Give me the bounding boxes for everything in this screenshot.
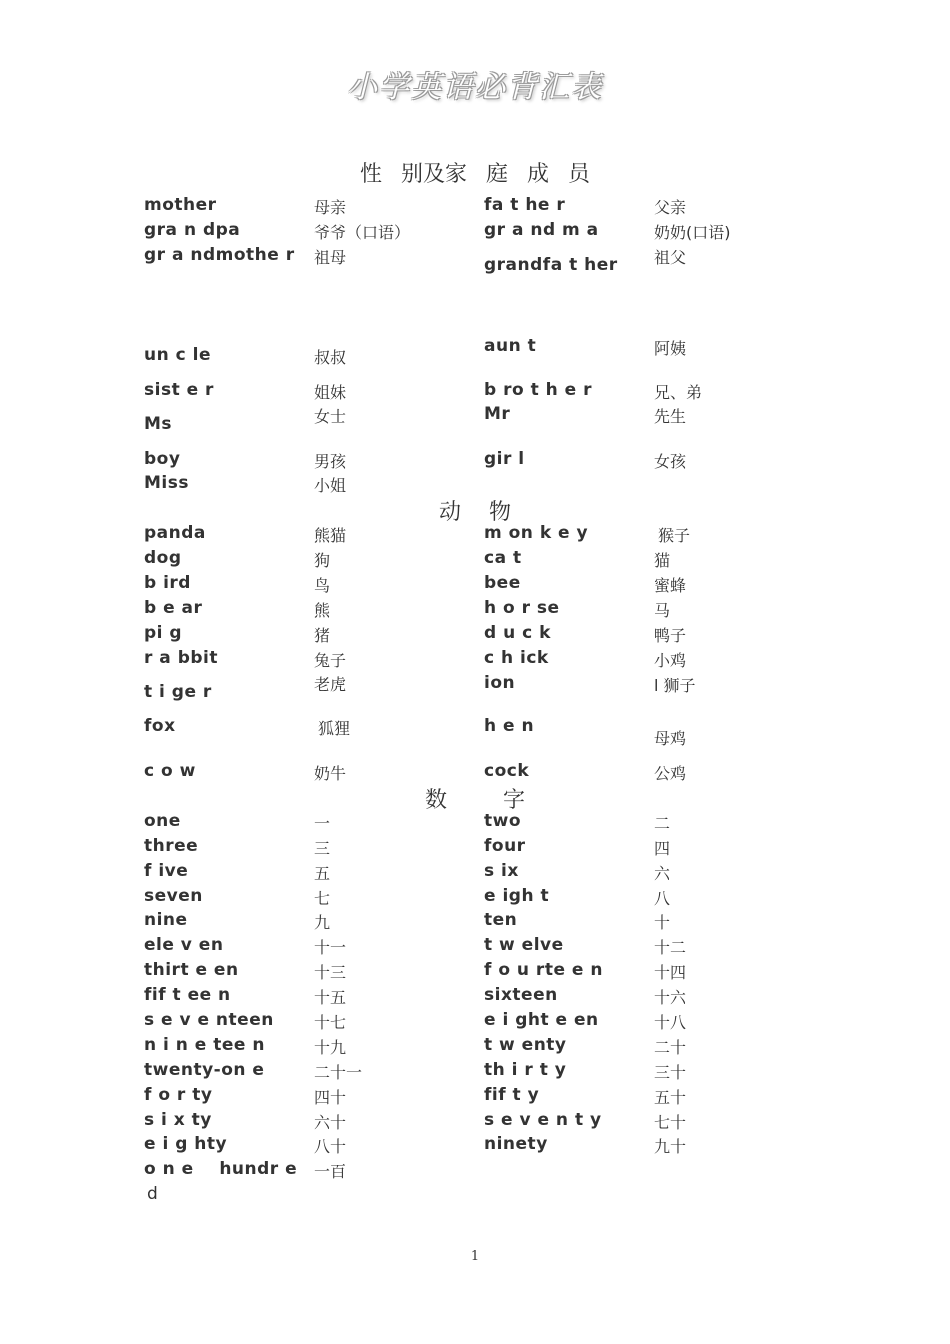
word-chinese: 祖父 bbox=[654, 248, 687, 267]
word-chinese: 十七 bbox=[314, 1013, 347, 1032]
section-heading-numbers: 数 字 bbox=[425, 788, 525, 813]
word-english: h o r se bbox=[484, 598, 560, 618]
word-english: sixteen bbox=[484, 985, 558, 1005]
word-chinese: 十 bbox=[654, 913, 671, 932]
section-heading-gender-family: 性 别及家 庭 成 员 bbox=[360, 162, 590, 187]
word-chinese: 六十 bbox=[314, 1113, 347, 1132]
word-english: c h ick bbox=[484, 648, 549, 668]
word-chinese: 马 bbox=[654, 601, 671, 620]
word-chinese: 狗 bbox=[314, 551, 331, 570]
word-english: nine bbox=[144, 910, 188, 930]
word-english-continuation: d bbox=[147, 1184, 159, 1204]
word-chinese: 十四 bbox=[654, 963, 687, 982]
word-english: gra n dpa bbox=[144, 220, 241, 240]
word-english: thirt e en bbox=[144, 960, 239, 980]
word-chinese: 小鸡 bbox=[654, 651, 687, 670]
word-english: d u c k bbox=[484, 623, 551, 643]
word-chinese: 男孩 bbox=[314, 452, 347, 471]
word-english: b ro t h e r bbox=[484, 380, 592, 400]
word-chinese: 狐狸 bbox=[318, 719, 351, 738]
word-english: fox bbox=[144, 716, 176, 736]
word-english: mother bbox=[144, 195, 217, 215]
word-english: e i ght e en bbox=[484, 1010, 599, 1030]
word-chinese: 母鸡 bbox=[654, 729, 687, 748]
word-english: bee bbox=[484, 573, 521, 593]
word-english: pi g bbox=[144, 623, 183, 643]
word-chinese: 一百 bbox=[314, 1162, 347, 1181]
word-chinese: 兔子 bbox=[314, 651, 347, 670]
word-chinese: 四 bbox=[654, 839, 671, 858]
word-english: f o r ty bbox=[144, 1085, 213, 1105]
word-chinese: 七 bbox=[314, 889, 331, 908]
word-chinese: 鸟 bbox=[314, 576, 331, 595]
word-english: s i x ty bbox=[144, 1110, 212, 1130]
word-chinese: 熊猫 bbox=[314, 526, 347, 545]
word-chinese: 奶奶(口语) bbox=[654, 223, 731, 242]
word-chinese: 十五 bbox=[314, 988, 347, 1007]
word-english: e i g hty bbox=[144, 1134, 228, 1154]
word-english: three bbox=[144, 836, 199, 856]
word-chinese: 五十 bbox=[654, 1088, 687, 1107]
word-english: fif t y bbox=[484, 1085, 540, 1105]
word-chinese: 公鸡 bbox=[654, 764, 687, 783]
word-english: Mr bbox=[484, 404, 511, 424]
word-chinese: 八 bbox=[654, 889, 671, 908]
word-chinese: 三 bbox=[314, 839, 331, 858]
word-english: s e v e nteen bbox=[144, 1010, 274, 1030]
page-number: 1 bbox=[470, 1249, 480, 1264]
word-english: ion bbox=[484, 673, 516, 693]
word-english: e igh t bbox=[484, 886, 550, 906]
word-chinese: 母亲 bbox=[314, 198, 347, 217]
word-english: four bbox=[484, 836, 526, 856]
word-english: one bbox=[144, 811, 181, 831]
word-english: t w enty bbox=[484, 1035, 567, 1055]
word-english: c o w bbox=[144, 761, 196, 781]
word-chinese: 七十 bbox=[654, 1113, 687, 1132]
word-chinese: 兄、弟 bbox=[654, 383, 703, 402]
word-chinese: 十一 bbox=[314, 938, 347, 957]
word-chinese: 十八 bbox=[654, 1013, 687, 1032]
word-english: two bbox=[484, 811, 522, 831]
word-english: aun t bbox=[484, 336, 537, 356]
word-english: panda bbox=[144, 523, 206, 543]
word-english: ninety bbox=[484, 1134, 548, 1154]
word-chinese: 猫 bbox=[654, 551, 671, 570]
word-chinese: 六 bbox=[654, 864, 671, 883]
word-chinese: 蜜蜂 bbox=[654, 576, 687, 595]
word-chinese: 小姐 bbox=[314, 476, 347, 495]
word-english: sist e r bbox=[144, 380, 214, 400]
word-chinese: 奶牛 bbox=[314, 764, 347, 783]
word-chinese: 十六 bbox=[654, 988, 687, 1007]
word-english: o n e hundr e bbox=[144, 1159, 298, 1179]
word-english: gr a ndmothe r bbox=[144, 245, 295, 265]
word-english: ten bbox=[484, 910, 518, 930]
word-english: ca t bbox=[484, 548, 522, 568]
word-english: n i n e tee n bbox=[144, 1035, 265, 1055]
word-chinese: 猪 bbox=[314, 626, 331, 645]
word-chinese: 三十 bbox=[654, 1063, 687, 1082]
word-chinese: 四十 bbox=[314, 1088, 347, 1107]
word-english: f ive bbox=[144, 861, 189, 881]
word-english: s ix bbox=[484, 861, 519, 881]
word-english: t w elve bbox=[484, 935, 564, 955]
word-english: b e ar bbox=[144, 598, 203, 618]
word-chinese: 九 bbox=[314, 913, 331, 932]
word-english: fa t he r bbox=[484, 195, 566, 215]
word-chinese: 二十 bbox=[654, 1038, 687, 1057]
word-chinese: 叔叔 bbox=[314, 348, 347, 367]
word-chinese: 熊 bbox=[314, 601, 331, 620]
word-chinese: 二 bbox=[654, 814, 671, 833]
word-english: b ird bbox=[144, 573, 191, 593]
word-english: r a bbit bbox=[144, 648, 218, 668]
section-heading-animals: 动 物 bbox=[439, 500, 511, 525]
word-chinese: 女孩 bbox=[654, 452, 687, 471]
word-chinese: 十三 bbox=[314, 963, 347, 982]
word-english: ele v en bbox=[144, 935, 224, 955]
word-english: un c le bbox=[144, 345, 211, 365]
word-chinese: 先生 bbox=[654, 407, 687, 426]
word-chinese: 父亲 bbox=[654, 198, 687, 217]
word-english: grandfa t her bbox=[484, 255, 618, 275]
word-chinese: 十九 bbox=[314, 1038, 347, 1057]
word-english: f o u rte e n bbox=[484, 960, 603, 980]
word-chinese: 阿姨 bbox=[654, 339, 687, 358]
word-chinese: 八十 bbox=[314, 1137, 347, 1156]
word-english: h e n bbox=[484, 716, 535, 736]
document-title: 小学英语必背汇表 bbox=[347, 70, 603, 105]
word-english: fif t ee n bbox=[144, 985, 231, 1005]
word-chinese: 姐妹 bbox=[314, 383, 347, 402]
word-chinese: 祖母 bbox=[314, 248, 347, 267]
word-chinese: 一 bbox=[314, 814, 331, 833]
word-english: boy bbox=[144, 449, 181, 469]
word-english: cock bbox=[484, 761, 530, 781]
word-english: th i r t y bbox=[484, 1060, 567, 1080]
word-chinese: 猴子 bbox=[658, 526, 691, 545]
word-chinese: 二十一 bbox=[314, 1063, 363, 1082]
word-chinese: 鸭子 bbox=[654, 626, 687, 645]
word-chinese: l 狮子 bbox=[654, 676, 696, 695]
word-chinese: 九十 bbox=[654, 1137, 687, 1156]
word-english: seven bbox=[144, 886, 203, 906]
word-chinese: 爷爷（口语） bbox=[314, 223, 411, 242]
word-english: Ms bbox=[144, 414, 173, 434]
word-english: t i ge r bbox=[144, 682, 212, 702]
word-english: dog bbox=[144, 548, 182, 568]
word-english: gir l bbox=[484, 449, 525, 469]
word-english: m on k e y bbox=[484, 523, 589, 543]
word-english: gr a nd m a bbox=[484, 220, 599, 240]
word-chinese: 十二 bbox=[654, 938, 687, 957]
word-chinese: 老虎 bbox=[314, 675, 347, 694]
word-chinese: 女士 bbox=[314, 407, 347, 426]
word-chinese: 五 bbox=[314, 864, 331, 883]
word-english: s e v e n t y bbox=[484, 1110, 602, 1130]
word-english: twenty-on e bbox=[144, 1060, 265, 1080]
word-english: Miss bbox=[144, 473, 189, 493]
